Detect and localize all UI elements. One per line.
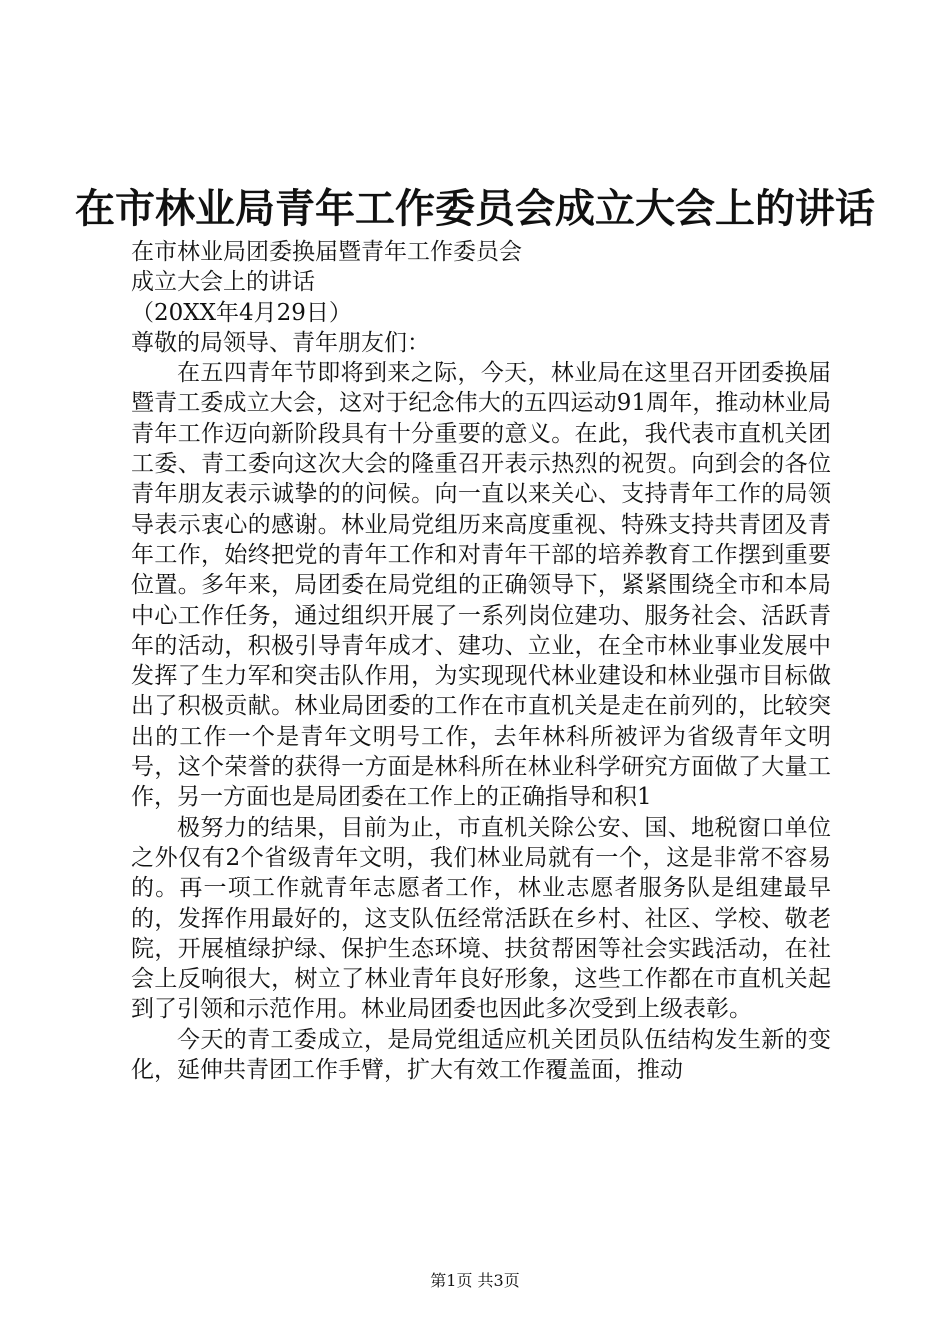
subtitle-line-2: 成立大会上的讲话 <box>131 269 315 296</box>
body-paragraph: 在五四青年节即将到来之际，今天，林业局在这里召开团委换届暨青工委成立大会，这对于纪念伟大的五四运动91周年，推动林业局青年工作迈向新阶段具有十分重要的意义。在此，我代表市直机关团工委、青工委向这次大会的隆重召开表示热烈的祝贺。向到会的各位青年朋友表示诚挚的的问候。向一直以来关心、支持青年工作的局领导表示衷心的感谢。林业局党组历来高度重视、特殊支持共青团及青年工作，始终把党的青年工作和对青年干部的培养教育工作摆到重要位置。多年来，局团委在局党组的正确领导下，紧紧围绕全市和本局中心工作任务，通过组织开展了一系列岗位建功、服务社会、活跃青年的活动，积极引导青年成才、建功、立业，在全市林业事业发展中发挥了生力军和突击队作用，为实现现代林业建设和林业强市目标做出了积极贡献。林业局团委的工作在市直机关是走在前列的，比较突出的工作一个是青年文明号工作，去年林科所被评为省级青年文明号，这个荣誉的获得一方面是林科所在林业科学研究方面做了大量工作，另一方面也是局团委在工作上的正确指导和积1 <box>131 360 831 811</box>
salutation: 尊敬的局领导、青年朋友们： <box>131 329 430 356</box>
date-line: （20XX年4月29日） <box>131 299 352 326</box>
body-paragraph: 极努力的结果，目前为止，市直机关除公安、国、地税窗口单位之外仅有2个省级青年文明，我们林业局就有一个，这是非常不容易的。再一项工作就青年志愿者工作，林业志愿者服务队是组建最早的，发挥作用最好的，这支队伍经常活跃在乡村、社区、学校、敬老院，开展植绿护绿、保护生态环境、扶贫帮困等社会实践活动，在社会上反响很大，树立了林业青年良好形象，这些工作都在市直机关起到了引领和示范作用。林业局团委也因此多次受到上级表彰。 <box>131 814 831 1023</box>
body-paragraph: 今天的青工委成立，是局党组适应机关团员队伍结构发生新的变化，延伸共青团工作手臂，扩大有效工作覆盖面，推动 <box>131 1026 831 1084</box>
page-number-footer: 第1页 共3页 <box>430 1271 520 1290</box>
document-title: 在市林业局青年工作委员会成立大会上的讲话 <box>75 185 875 232</box>
document-body <box>131 237 831 1085</box>
subtitle-line-1: 在市林业局团委换届暨青年工作委员会 <box>131 239 522 265</box>
